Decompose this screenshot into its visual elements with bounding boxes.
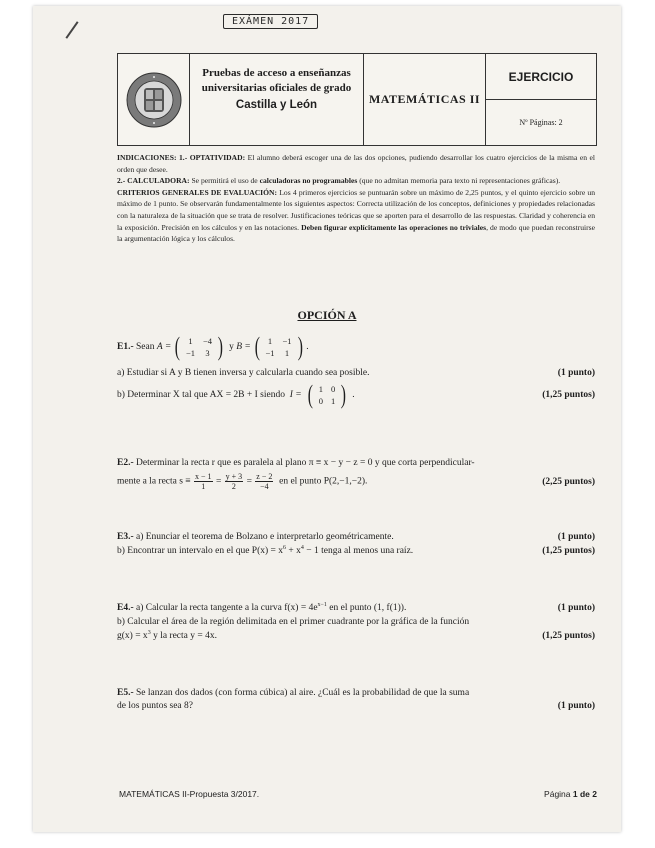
e2-line-2: mente a la recta s ≡ $\frac{x - 1}{1}$ = $\frac{y + 3}{2}$ = $\frac{z - 2}{-4}$ en el punto P(2,−1,−2). (2,25 puntos) <box>117 472 595 491</box>
matrix-a: ( 1 −4 −1 3 ) <box>175 332 223 361</box>
option-title: OPCIÓN A <box>297 308 357 322</box>
e5-line-1: E5.- Se lanzan dos dados (con forma cúbica) al aire. ¿Cuál es la probabilidad de que la suma <box>117 688 470 698</box>
exercise-label: EJERCICIO <box>486 54 596 100</box>
handwritten-label: EXÁMEN 2017 <box>223 14 318 29</box>
instructions <box>117 152 595 245</box>
pages-label: Nº Páginas: 2 <box>519 118 563 127</box>
fraction-x: $\frac{x - 1}{1}$ <box>195 472 212 491</box>
e4-part-b-line-2: $g(x) = x^3$ y la recta y = 4x. (1,25 puntos) <box>117 630 595 642</box>
e1-part-b: b) Determinar X tal que AX = 2B + I siendo I = ( 1 0 0 1 ) . (1,25 puntos) <box>117 380 595 409</box>
e4-part-b-line-1: b) Calcular el área de la región delimitada en el primer cuadrante por la gráfica de la función <box>117 617 470 628</box>
e5-line-2: de los puntos sea 8? (1 punto) <box>117 701 595 711</box>
exam-header <box>117 53 597 146</box>
pen-mark <box>65 21 78 39</box>
exercise-e3 <box>117 532 595 556</box>
footer-page-number: Página 1 de 2 <box>544 789 597 799</box>
matrix-i: ( 1 0 0 1 ) <box>307 380 347 409</box>
fraction-z: $\frac{z - 2}{-4}$ <box>256 472 273 491</box>
e1-statement: E1.- Sean A = ( 1 −4 −1 3 ) y B = ( 1 −1 −1 1 ) . <box>117 332 309 361</box>
logo-cell <box>118 54 190 145</box>
instructions-calculator: 2.- CALCULADORA: Se permitirá el uso de calculadoras no programables (que no admitan memoria para texto ni representaciones gráficas). <box>117 176 561 186</box>
page-footer <box>119 789 597 799</box>
exercise-e2 <box>117 458 595 491</box>
institution-cell <box>190 54 364 145</box>
footer-proposal: MATEMÁTICAS II-Propuesta 3/2017. <box>119 789 260 799</box>
e1-part-a: a) Estudiar si A y B tienen inversa y calcularla cuando sea posible. (1 punto) <box>117 368 595 378</box>
matrix-b: ( 1 −1 −1 1 ) <box>254 332 303 361</box>
subject-cell: MATEMÁTICAS II <box>364 54 486 145</box>
fraction-y: $\frac{y + 3}{2}$ <box>225 472 243 491</box>
e3-part-a: E3.- a) Enunciar el teorema de Bolzano e interpretarlo geométricamente. (1 punto) <box>117 532 595 542</box>
institution-region: Castilla y León <box>235 99 318 111</box>
exercise-cell <box>486 54 596 145</box>
exam-page <box>33 6 621 832</box>
e3-part-b: b) Encontrar un intervalo en el que $P(x) = x^6 + x^4 - 1$ tenga al menos una raíz. (1,25 puntos) <box>117 545 595 557</box>
e4-part-a: E4.- a) Calcular la recta tangente a la curva $f(x) = 4e^{x-1}$ en el punto (1, f(1)). (1 punto) <box>117 602 595 614</box>
instructions-criteria: CRITERIOS GENERALES DE EVALUACIÓN: Los 4 primeros ejercicios se puntuarán sobre un máximo de 2,25 puntos, y el quinto ejercicio sobre un máximo de 1 punto. Se observarán fundamentalmente los siguientes aspectos: Correcta utilización de los conceptos, definiciones y propiedades relacionadas con la naturaleza de la situación que se trata de resolver. Justificaciones teóricas que se aporten para el desarrollo de las respuestas. Claridad y coherencia en la exposición. Precisión en los cálculos y en las notaciones. Deben figurar explícitamente las operaciones no triviales, de modo que puedan reconstruirse la argumentación lógica y los cálculos. <box>117 187 595 244</box>
exercise-e1 <box>117 334 595 408</box>
exercise-e5 <box>117 688 595 711</box>
institution-line-1: Pruebas de acceso a enseñanzas <box>202 67 351 79</box>
exercise-e4 <box>117 602 595 641</box>
institution-line-2: universitarias oficiales de grado <box>201 82 352 94</box>
university-seal-icon <box>124 70 184 130</box>
instructions-optativity: INDICACIONES: 1.- OPTATIVIDAD: El alumno deberá escoger una de las dos opciones, pudiendo desarrollar los cuatro ejercicios de la misma en el orden que desee. <box>117 153 596 174</box>
e2-line-1: E2.- Determinar la recta r que es paralela al plano π ≡ x − y − z = 0 y que corta perpendicular- <box>117 458 475 468</box>
